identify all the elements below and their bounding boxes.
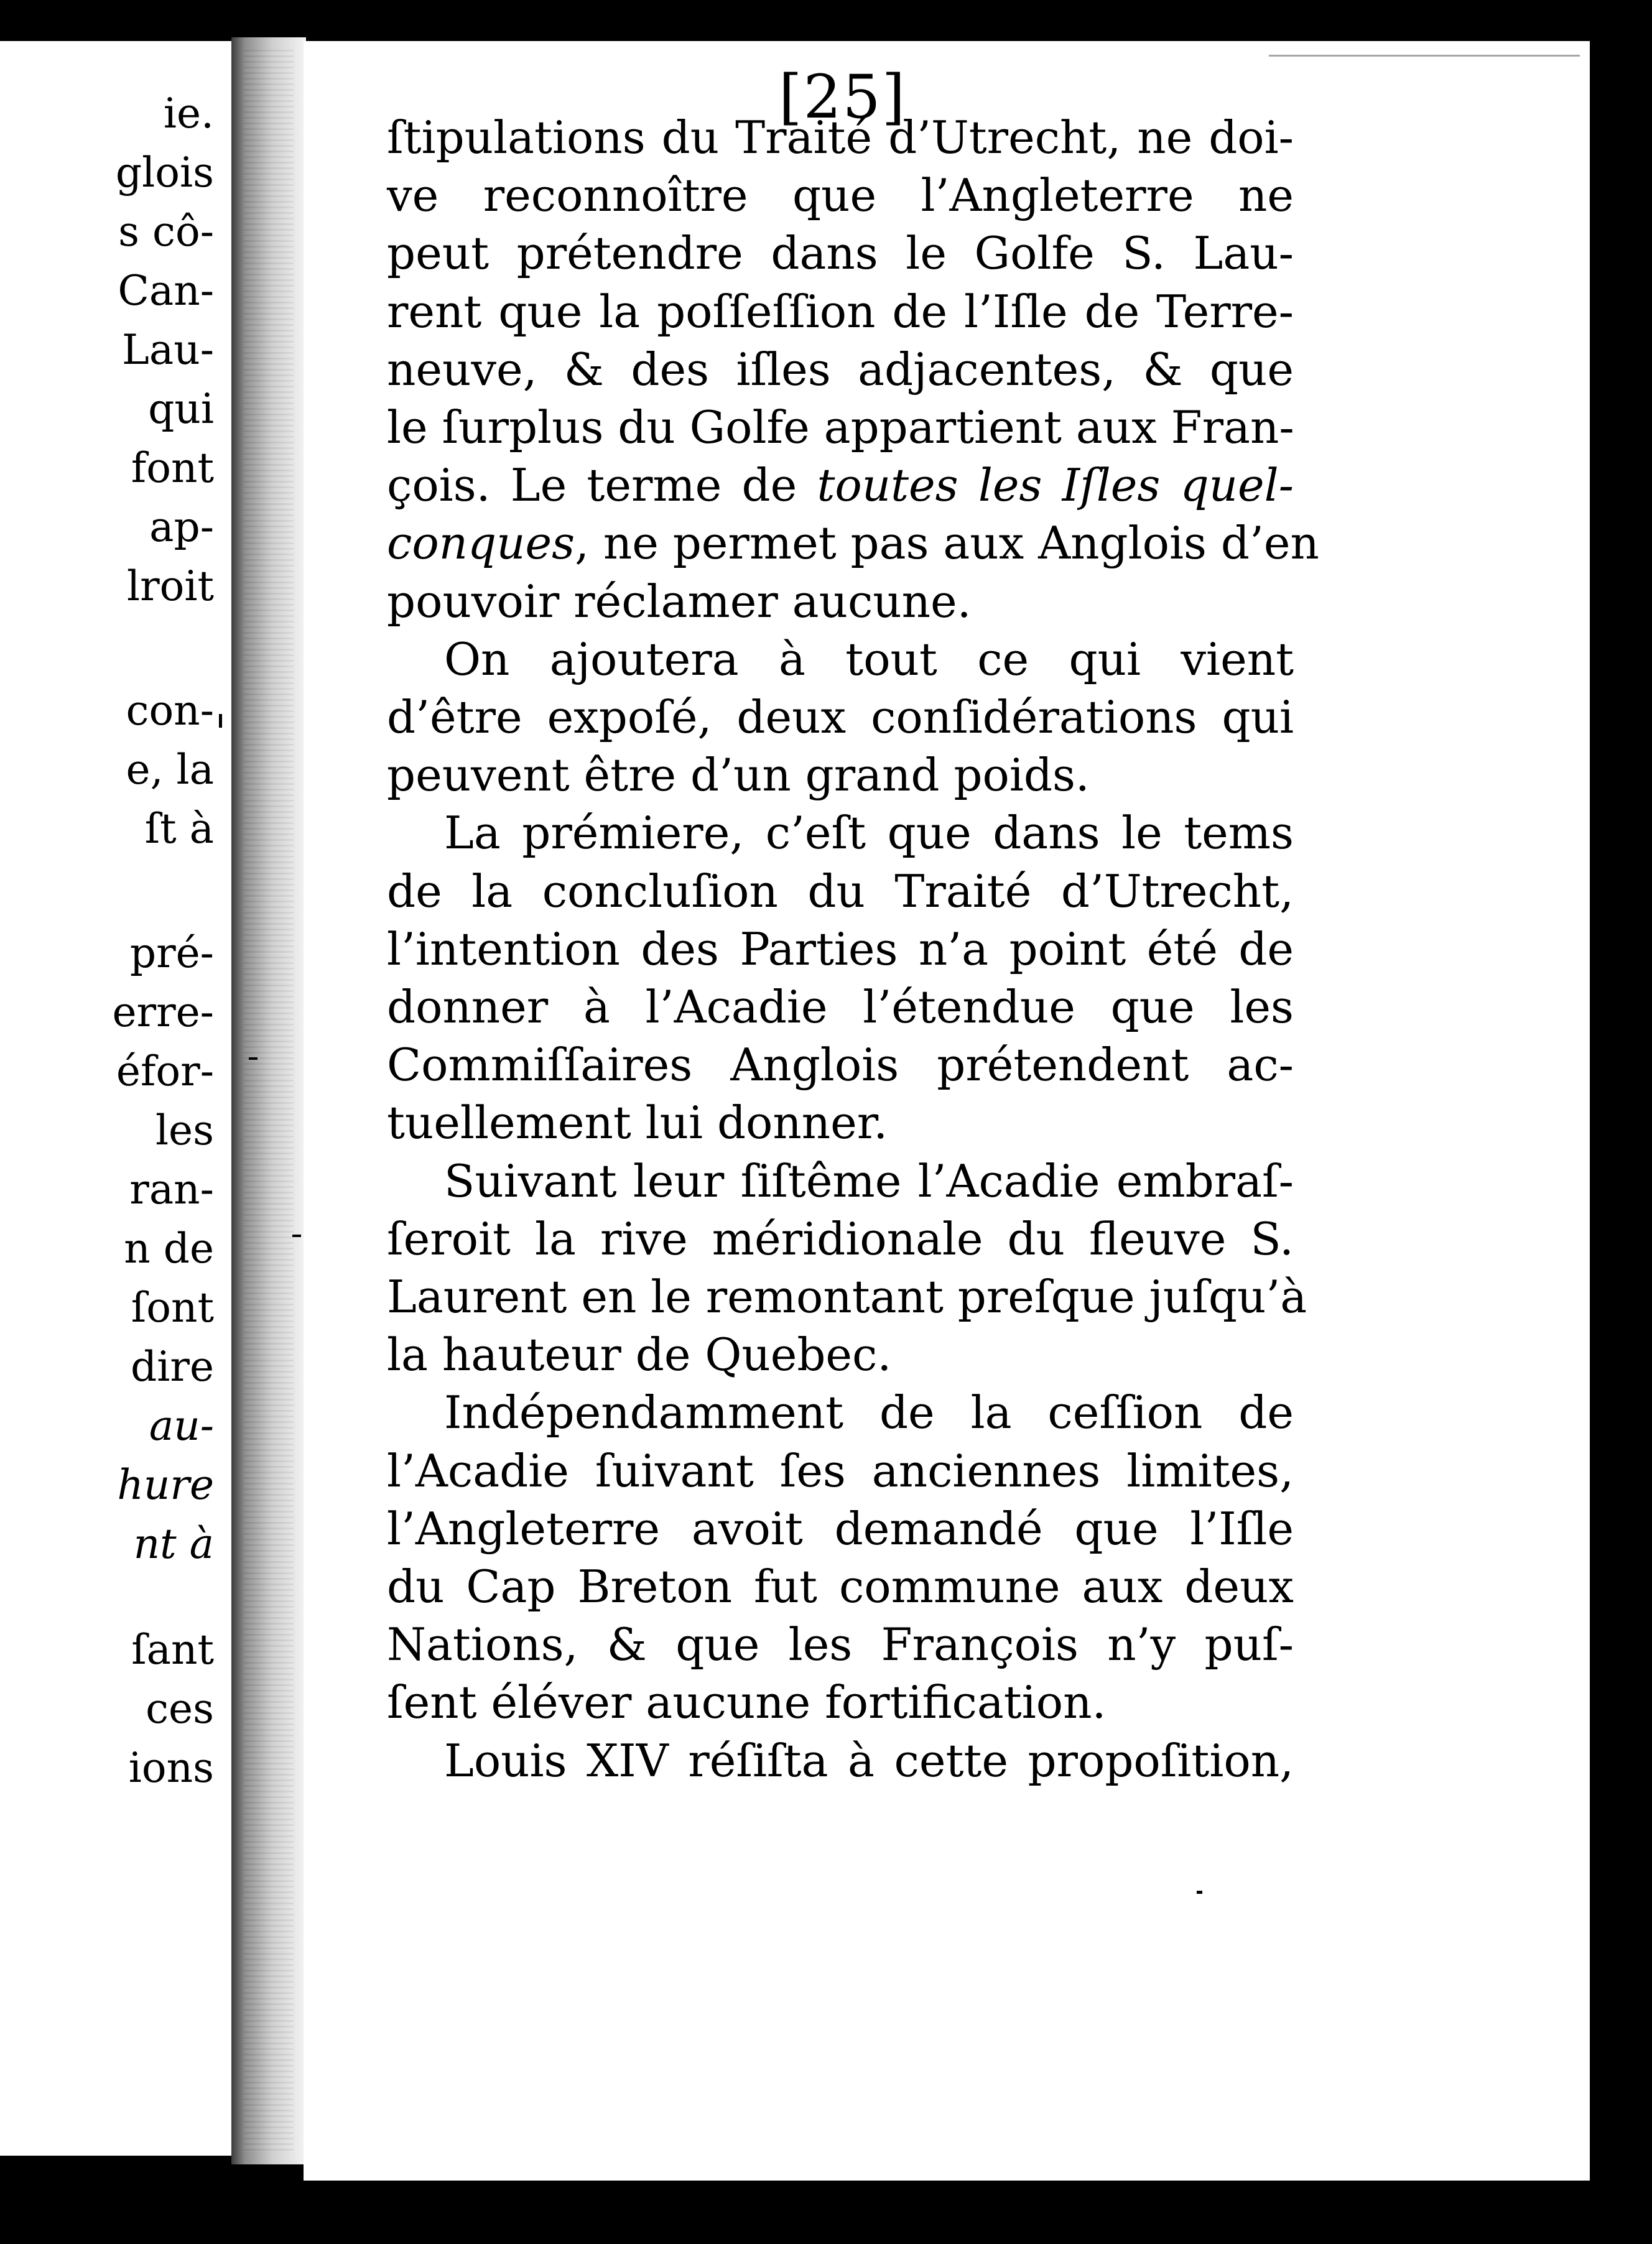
text-run: , ne permet pas aux Anglois d’en	[575, 517, 1319, 570]
text-line: le ſurplus du Golfe appartient aux Fran-	[387, 401, 1294, 453]
text-line: tuellement lui donner.	[387, 1096, 888, 1149]
text-line: la hauteur de Quebec.	[387, 1328, 892, 1381]
left-page-line-fragment: font	[131, 444, 214, 492]
text-line: ve reconnoître que l’Angleterre ne	[387, 169, 1294, 222]
text-line: Nations, & que les François n’y puſ-	[387, 1618, 1294, 1671]
scan-speck	[249, 1057, 258, 1060]
text-line: du Cap Breton fut commune aux deux	[387, 1560, 1294, 1613]
left-page-line-fragment: con-	[126, 687, 214, 735]
text-line: ſtipulations du Traité d’Utrecht, ne doi-	[387, 111, 1294, 164]
left-page-line-fragment: qui	[148, 385, 214, 433]
left-page-line-fragment: ap-	[149, 503, 214, 551]
left-page-line-fragment: ces	[146, 1685, 214, 1733]
left-page-line-fragment: e, la	[126, 746, 214, 794]
text-line: La prémiere, c’eſt que dans le tems	[444, 807, 1294, 860]
left-page-line-fragment: les	[155, 1106, 214, 1154]
italic-phrase: conques	[387, 517, 575, 570]
text-line: de la concluſion du Traité d’Utrecht,	[387, 865, 1294, 917]
text-line: ſent éléver aucune fortification.	[387, 1676, 1107, 1729]
left-page-line-fragment: glois	[115, 149, 214, 197]
text-line: l’Angleterre avoit demandé que l’Iſle	[387, 1502, 1294, 1555]
left-page-line-fragment: dire	[131, 1343, 214, 1391]
text-line: rent que la poſſeſſion de l’Iſle de Terre-	[387, 285, 1294, 338]
text-line: pouvoir réclamer aucune.	[387, 575, 972, 628]
text-line: peut prétendre dans le Golfe S. Lau-	[387, 227, 1294, 280]
text-line: l’Acadie ſuivant ſes anciennes limites,	[387, 1444, 1294, 1497]
left-page-line-fragment: nt à	[133, 1520, 214, 1568]
left-page-line-fragment: ions	[128, 1744, 214, 1792]
left-page-line-fragment: ran-	[129, 1166, 214, 1213]
left-page-line-fragment: erre-	[112, 988, 214, 1036]
left-page-line-fragment: s cô-	[118, 208, 214, 256]
text-line: Laurent en le remontant preſque juſqu’à	[387, 1271, 1307, 1323]
left-page-line-fragment: au-	[149, 1402, 214, 1450]
text-line	[387, 515, 1319, 571]
text-line: peuvent être d’un grand poids.	[387, 749, 1090, 802]
text-line: On ajoutera à tout ce qui vient	[444, 633, 1294, 685]
left-page-line-fragment: ie.	[163, 90, 214, 137]
facing-page-left	[0, 41, 231, 2156]
page-number: [25]	[779, 62, 907, 132]
text-line: ſeroit la rive méridionale du fleuve S.	[387, 1212, 1294, 1265]
left-page-line-fragment: lroit	[126, 562, 214, 610]
left-page-line-fragment: ſt à	[144, 805, 214, 853]
scan-speck	[219, 714, 222, 728]
text-line: d’être expoſé, deux conſidérations qui	[387, 691, 1294, 743]
text-line: Louis XIV réſiſta à cette propoſition,	[444, 1734, 1294, 1787]
text-run: çois. Le terme de	[387, 459, 817, 512]
left-page-line-fragment: éfor-	[116, 1047, 214, 1095]
left-page-line-fragment: Lau-	[122, 326, 214, 374]
text-line: Commiſſaires Anglois prétendent ac-	[387, 1039, 1294, 1092]
text-line: Indépendamment de la ceſſion de	[444, 1386, 1294, 1439]
left-page-line-fragment: pré-	[129, 929, 214, 977]
left-page-line-fragment: n de	[124, 1225, 214, 1273]
text-line: Suivant leur ſiſtême l’Acadie embraſ-	[444, 1154, 1294, 1207]
gutter-texture	[244, 50, 294, 2152]
left-page-line-fragment: ſant	[131, 1626, 214, 1674]
italic-phrase: toutes les Iſles quel-	[817, 459, 1294, 512]
text-line	[387, 457, 1294, 513]
text-line: donner à l’Acadie l’étendue que les	[387, 981, 1294, 1033]
scan-speck	[1269, 55, 1580, 57]
left-page-line-fragment: Can-	[118, 267, 214, 315]
left-page-line-fragment: hure	[117, 1461, 214, 1509]
text-line: l’intention des Parties n’a point été de	[387, 922, 1294, 975]
left-page-line-fragment: ſont	[131, 1284, 214, 1332]
scan-speck	[292, 1235, 301, 1237]
text-line: neuve, & des iſles adjacentes, & que	[387, 343, 1294, 396]
scan-speck	[1197, 1891, 1202, 1894]
